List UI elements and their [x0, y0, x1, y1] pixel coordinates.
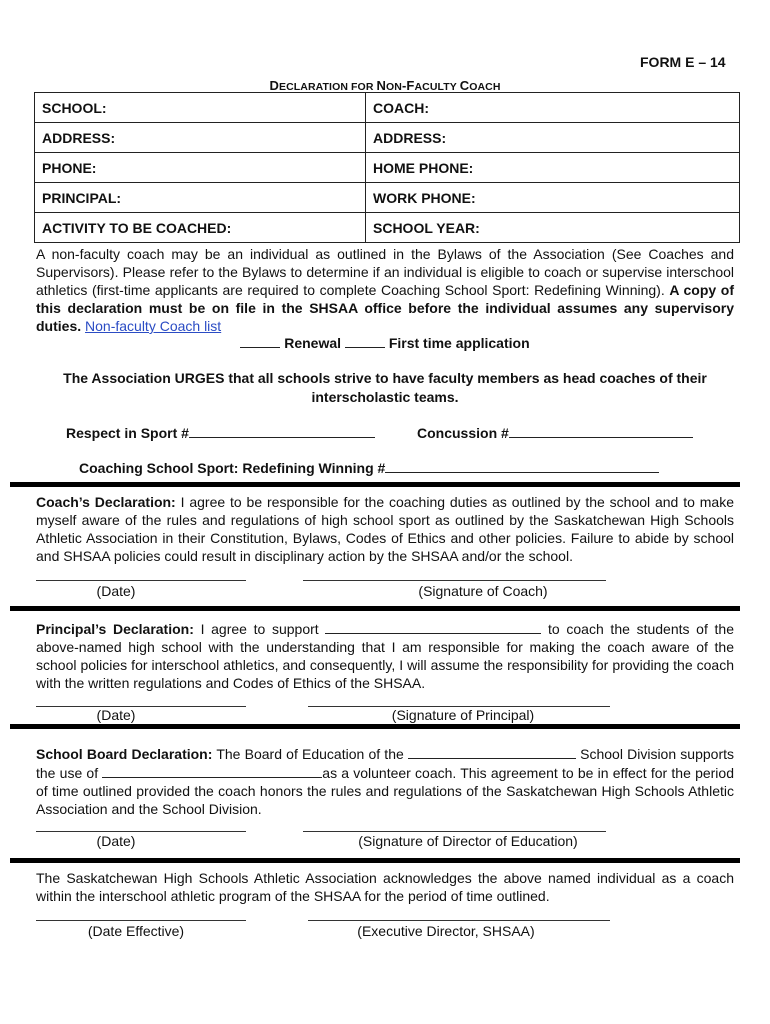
- school-year-field[interactable]: SCHOOL YEAR:: [366, 213, 740, 243]
- board-date-caption: (Date): [96, 833, 136, 849]
- coach-field[interactable]: COACH:: [366, 93, 740, 123]
- home-phone-field[interactable]: HOME PHONE:: [366, 153, 740, 183]
- phone-field[interactable]: PHONE:: [35, 153, 366, 183]
- shsaa-signature-caption: (Executive Director, SHSAA): [357, 923, 535, 939]
- page-title: DECLARATION FOR NON-FACULTY COACH: [269, 78, 501, 93]
- section-divider: [10, 482, 740, 487]
- board-date-line[interactable]: [36, 831, 246, 832]
- shsaa-signature-line[interactable]: [308, 920, 610, 921]
- principal-coach-blank[interactable]: [325, 619, 541, 634]
- form-number: FORM E – 14: [640, 54, 726, 70]
- section-divider: [10, 858, 740, 863]
- shsaa-acknowledgement: The Saskatchewan High Schools Athletic Association acknowledges the above named individual as a coach within the interschool athletic program of the SHSAA for the period of time outlined.: [36, 870, 734, 904]
- coaching-school-number: Coaching School Sport: Redefining Winning #: [79, 458, 659, 476]
- coach-declaration: Coach’s Declaration: I agree to be responsible for the coaching duties as outlined by the school and to make myself aware of the rules and regulations of high school sport as outlined by the Saskatchewan High Schools Athletic Association in their Constitution, Bylaws, Codes of Ethics and other policies. Failure to abide by school and SHSAA policies could result in disciplinary action by the SHSAA and/or the school.: [36, 494, 734, 564]
- coach-address-field[interactable]: ADDRESS:: [366, 123, 740, 153]
- intro-paragraph: A non-faculty coach may be an individual as outlined in the Bylaws of the Association (See Coaches and Supervisors). Please refer to the Bylaws to determine if an individual is eligible to coach or supervise interschool athletics (first-time applicants are required to complete Coaching School Sport: Redefining Winning). A copy of this declaration must be on file in the SHSAA office before the individual assumes any supervisory duties. Non-faculty Coach list: [36, 246, 734, 334]
- renewal-blank[interactable]: [240, 333, 280, 348]
- principal-signature-caption: (Signature of Principal): [391, 707, 535, 723]
- board-signature-line[interactable]: [303, 831, 606, 832]
- concussion-number: Concussion #: [417, 423, 693, 441]
- respect-in-sport-blank[interactable]: [189, 423, 375, 438]
- school-division-blank[interactable]: [408, 744, 576, 759]
- info-table: [34, 92, 740, 243]
- activity-field[interactable]: ACTIVITY TO BE COACHED:: [35, 213, 366, 243]
- application-type: Renewal First time application: [36, 333, 734, 353]
- board-signature-caption: (Signature of Director of Education): [358, 833, 578, 849]
- shsaa-date-caption: (Date Effective): [87, 923, 185, 939]
- coaching-school-blank[interactable]: [385, 458, 659, 473]
- coach-date-line[interactable]: [36, 580, 246, 581]
- school-field[interactable]: SCHOOL:: [35, 93, 366, 123]
- non-faculty-coach-list-link[interactable]: Non-faculty Coach list: [85, 318, 222, 334]
- coach-signature-line[interactable]: [303, 580, 606, 581]
- section-divider: [10, 606, 740, 611]
- school-address-field[interactable]: ADDRESS:: [35, 123, 366, 153]
- principal-declaration: Principal’s Declaration: I agree to support to coach the students of the above-named high school with the understanding that I am responsible for making the coach aware of the school policies for interschool athletics, and consequently, I will assume the responsibility for providing the coach with the written regulations and Codes of Ethics of the SHSAA.: [36, 621, 734, 691]
- principal-date-caption: (Date): [96, 707, 136, 723]
- volunteer-coach-blank[interactable]: [102, 763, 322, 778]
- coach-date-caption: (Date): [96, 583, 136, 599]
- first-time-blank[interactable]: [345, 333, 385, 348]
- respect-in-sport-number: Respect in Sport #: [66, 423, 375, 441]
- section-divider: [10, 724, 740, 729]
- urges-statement: The Association URGES that all schools strive to have faculty members as head coaches of their interscholastic teams.: [63, 370, 707, 405]
- school-board-declaration: School Board Declaration: The Board of Education of the School Division supports the use of as a volunteer coach. This agreement to be in effect for the period of time outlined provided the coach honors the rules and regulations of the Saskatchewan High Schools Athletic Association and the School Division.: [36, 746, 735, 817]
- coach-signature-caption: (Signature of Coach): [418, 583, 548, 599]
- shsaa-date-line[interactable]: [36, 920, 246, 921]
- work-phone-field[interactable]: WORK PHONE:: [366, 183, 740, 213]
- concussion-blank[interactable]: [509, 423, 693, 438]
- principal-field[interactable]: PRINCIPAL:: [35, 183, 366, 213]
